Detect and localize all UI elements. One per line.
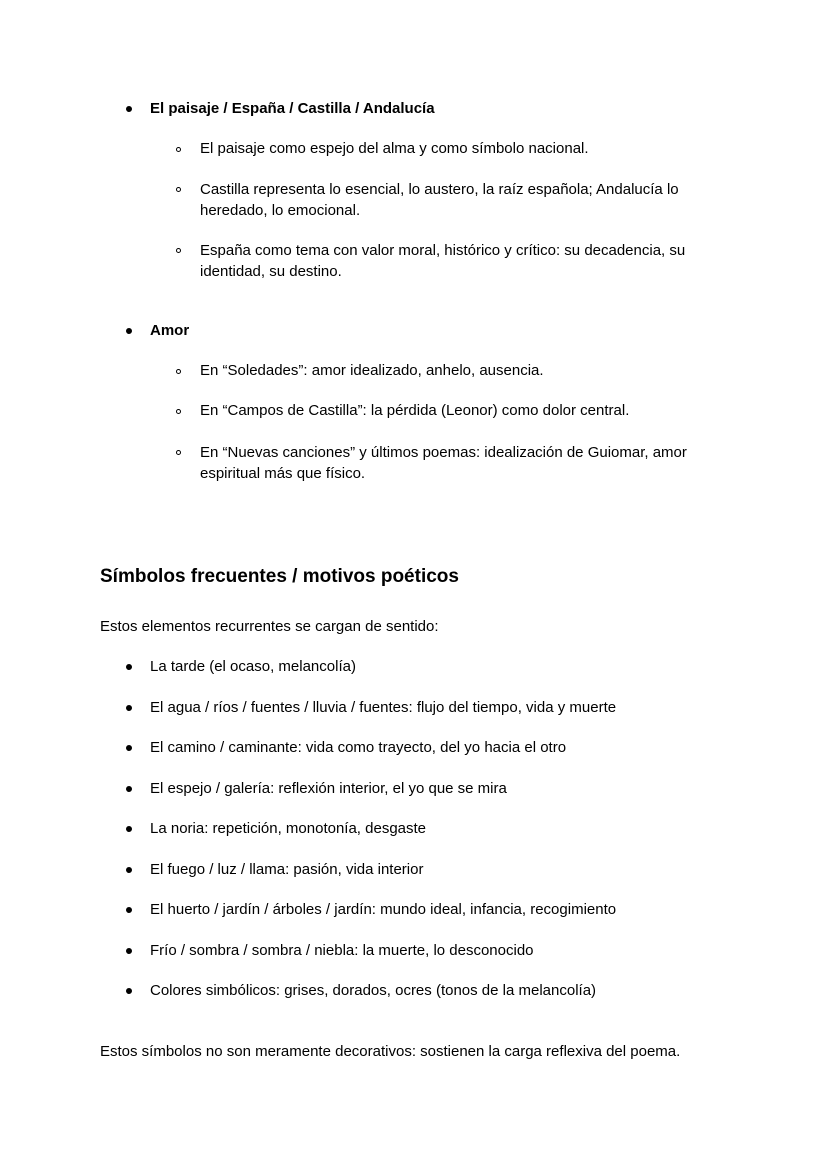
- list-item: La tarde (el ocaso, melancolía): [150, 658, 356, 675]
- bullet-icon: [126, 705, 132, 711]
- list-item: En “Soledades”: amor idealizado, anhelo, ausencia.: [200, 362, 544, 379]
- list-item: El espejo / galería: reflexión interior, el yo que se mira: [150, 780, 507, 797]
- bullet-icon: [126, 907, 132, 913]
- sub-bullet-icon: [176, 409, 181, 414]
- bullet-icon: [126, 745, 132, 751]
- list-item: El paisaje como espejo del alma y como símbolo nacional.: [200, 140, 589, 157]
- bullet-icon: [126, 988, 132, 994]
- list-item: Colores simbólicos: grises, dorados, ocres (tonos de la melancolía): [150, 982, 597, 999]
- sub-bullet-icon: [176, 248, 181, 253]
- bullet-icon: [126, 664, 132, 670]
- list-item: El huerto / jardín / árboles / jardín: mundo ideal, infancia, recogimiento: [150, 901, 617, 918]
- list-item: España como tema con valor moral, histórico y crítico: su decadencia, su identidad, su destino.: [200, 242, 686, 280]
- bullet-icon: [126, 786, 132, 792]
- list-item: Castilla representa lo esencial, lo austero, la raíz española; Andalucía lo heredado, lo emocional.: [200, 181, 679, 219]
- theme-heading-amor: Amor: [150, 322, 190, 339]
- list-item: El agua / ríos / fuentes / lluvia / fuentes: flujo del tiempo, vida y muerte: [150, 699, 617, 716]
- list-item: En “Nuevas canciones” y últimos poemas: idealización de Guiomar, amor espiritual más que físico.: [200, 444, 687, 482]
- list-item: Frío / sombra / sombra / niebla: la muerte, lo desconocido: [150, 942, 534, 959]
- bullet-icon: [126, 106, 132, 112]
- theme-heading-paisaje: El paisaje / España / Castilla / Andalucía: [150, 100, 435, 117]
- list-item: El camino / caminante: vida como trayecto, del yo hacia el otro: [150, 739, 567, 756]
- section-closing: Estos símbolos no son meramente decorativos: sostienen la carga reflexiva del poema.: [100, 1043, 681, 1060]
- bullet-icon: [126, 826, 132, 832]
- sub-bullet-icon: [176, 147, 181, 152]
- sub-bullet-icon: [176, 450, 181, 455]
- sub-bullet-icon: [176, 187, 181, 192]
- list-item: En “Campos de Castilla”: la pérdida (Leonor) como dolor central.: [200, 402, 630, 419]
- bullet-icon: [126, 948, 132, 954]
- section-intro: Estos elementos recurrentes se cargan de sentido:: [100, 618, 439, 635]
- section-title: Símbolos frecuentes / motivos poéticos: [100, 566, 459, 587]
- bullet-icon: [126, 867, 132, 873]
- list-item: La noria: repetición, monotonía, desgaste: [150, 820, 427, 837]
- list-item: El fuego / luz / llama: pasión, vida interior: [150, 861, 424, 878]
- bullet-icon: [126, 328, 132, 334]
- sub-bullet-icon: [176, 369, 181, 374]
